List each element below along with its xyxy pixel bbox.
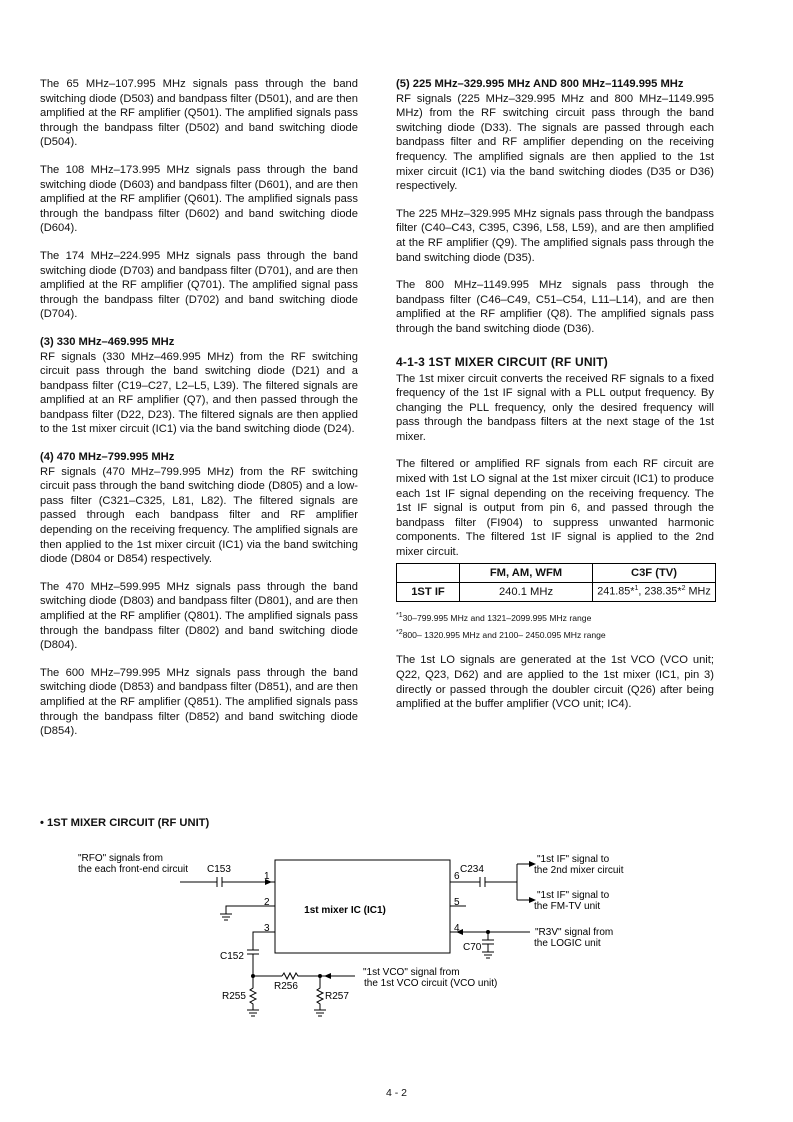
r256-resistor xyxy=(282,973,320,979)
paragraph-470mhz: RF signals (470 MHz–799.995 MHz) from the RF switching circuit pass through the band switching diode (D805) and a low-pass filter (C321–C325, L81, L82). The filtered signals are passed through each bandpass filter and RF amplifier depending on the receiving frequency. The amplified signals are then applied to the 1st mixer circuit (IC1) via the band switching diode (D804 or D854) respectively. xyxy=(40,465,358,566)
table-header-c3f: C3F (TV) xyxy=(593,563,716,582)
pin3-wire xyxy=(253,932,275,950)
junction-dot-r255 xyxy=(251,974,255,978)
pin4-label: 4 xyxy=(454,923,460,934)
paragraph-mixer-intro: The 1st mixer circuit converts the received RF signals to a fixed frequency of the 1st IF signal with a PLL output frequency. By changing the PLL frequency, only the desired frequency will pass through the bandpass filters at the next stage of the 1st mixer. xyxy=(396,372,714,443)
vco-label-line2: the 1st VCO circuit (VCO unit) xyxy=(364,978,498,989)
mixer-circuit-diagram xyxy=(0,840,793,1030)
paragraph-225-329mhz: The 225 MHz–329.995 MHz signals pass through the bandpass filter (C40–C43, C395, C396, L58, L59), and are then amplified at the RF amplifier (Q9). The amplified signals pass through the band switching diode (D35). xyxy=(396,207,714,264)
section-title-1st-mixer: 4-1-3 1ST MIXER CIRCUIT (RF UNIT) xyxy=(396,354,608,369)
heading-225mhz-800mhz: (5) 225 MHz–329.995 MHz AND 800 MHz–1149.995 MHz xyxy=(396,78,684,90)
pin1-label: 1 xyxy=(264,871,270,882)
junction-dot-c70 xyxy=(486,930,490,934)
r3v-label-line1: "R3V" signal from xyxy=(535,927,614,938)
r255-label: R255 xyxy=(222,991,246,1002)
input-label-line1: "RFO" signals from xyxy=(78,853,163,864)
r257-label: R257 xyxy=(325,991,349,1002)
paragraph-1st-lo: The 1st LO signals are generated at the 1st VCO (VCO unit; Q22, Q23, D62) and are applied to the 1st mixer (IC1, pin 3) directly or passed through the doubler circuit (Q26) after being amplified at the buffer amplifier (VCO unit; IC4). xyxy=(396,654,714,711)
if-output-wires xyxy=(517,864,530,900)
footnote-1: $^{*1}$30–799.995 MHz and 1321–2099.995 MHz range xyxy=(396,611,592,623)
footnote-2: $^{*2}$800– 1320.995 MHz and 2100– 2450.095 MHz range xyxy=(396,629,606,641)
input-label-line2: the each front-end circuit xyxy=(78,864,189,875)
c70-label: C70 xyxy=(463,942,482,953)
pin3-label: 3 xyxy=(264,923,270,934)
c152-label: C152 xyxy=(220,951,244,962)
diagram-title: • 1ST MIXER CIRCUIT (RF UNIT) xyxy=(40,817,210,829)
paragraph-mixer-detail: The filtered or amplified RF signals from each RF circuit are mixed with 1st LO signal at the 1st mixer circuit (IC1) to produce each 1st IF signal depending on the receiving frequency. The 1st IF signal is output from pin 6, and passed through the bandpass filter (FI904) to suppress unwanted harmonic components. The filtered 1st IF signal is applied to the 2nd mixer circuit. xyxy=(396,458,714,559)
ground-r257 xyxy=(314,1010,326,1016)
out1-label-line2: the 2nd mixer circuit xyxy=(534,865,624,876)
table-cell-fm-value: 240.1 MHz xyxy=(460,582,593,601)
paragraph-330mhz: RF signals (330 MHz–469.995 MHz) from the RF switching circuit pass through the band switching diode (D21) and a bandpass filter (C19–C27, L2–L5, L39). The filtered signals are amplified at an RF amplifier (Q7), and then passed through the bandpass filter (D22, D23). The filtered signals are then applied to the 1st mixer circuit (IC1) via the band switching diode (D24). xyxy=(40,350,358,436)
if-frequency-table xyxy=(396,563,716,602)
paragraph-108mhz: The 108 MHz–173.995 MHz signals pass through the band switching diode (D603) and bandpass filter (D601), and are then amplified at the RF amplifier (Q601). The amplified signals pass through the bandpass filter (D602) and band switching diode (D604). xyxy=(40,163,358,235)
out2-label-line2: the FM-TV unit xyxy=(534,901,601,912)
paragraph-600-799mhz: The 600 MHz–799.995 MHz signals pass through the band switching diode (D853) and bandpass filter (D851), and are then amplified at the RF amplifier (Q851). The amplified signals pass through the bandpass filter (D852) and band switching diode (D854). xyxy=(40,666,358,738)
r257-resistor xyxy=(317,976,323,1010)
page-number: 4 - 2 xyxy=(385,1087,407,1099)
c152-wire xyxy=(253,954,282,976)
heading-470mhz: (4) 470 MHz–799.995 MHz xyxy=(40,451,175,464)
ic1-label: 1st mixer IC (IC1) xyxy=(304,905,386,916)
table-cell-c3f-value: 241.85*$^1$, 238.35*$^2$ MHz xyxy=(593,582,716,601)
paragraph-225-800mhz: RF signals (225 MHz–329.995 MHz and 800 MHz–1149.995 MHz) from the RF switching circuit pass through the band switching diode (D33). The signals are passed through each bandpass filter and RF amplifier depending on the receiving frequency. The amplified signals are then applied to the 1st mixer circuit (IC1) via the band switching diodes (D35 or D36) respectively. xyxy=(396,92,714,193)
ground-pin2 xyxy=(220,914,232,920)
paragraph-800-1149mhz: The 800 MHz–1149.995 MHz signals pass through the bandpass filter (C46–C49, C51–C54, L11–L14), and are then amplified at the RF amplifier (Q8). The amplified signals pass through the band switching diode (D36). xyxy=(396,279,714,335)
right-column xyxy=(396,77,714,725)
r3v-label-line2: the LOGIC unit xyxy=(534,938,601,949)
pin2-label: 2 xyxy=(264,897,270,908)
c153-label: C153 xyxy=(207,864,231,875)
pin5-label: 5 xyxy=(454,897,460,908)
vco-label-line1: "1st VCO" signal from xyxy=(363,967,460,978)
paragraph-174mhz: The 174 MHz–224.995 MHz signals pass through the band switching diode (D703) and bandpass filter (D701), and are then amplified at the RF amplifier (Q701). The amplified signal pass through the bandpass filter (D702) and band switching diode (D704). xyxy=(40,249,358,321)
paragraph-470-599mhz: The 470 MHz–599.995 MHz signals pass through the band switching diode (D803) and bandpass filter (D801), and are then amplified at the RF amplifier (Q801). The amplified signals pass through the bandpass filter (D802) and band switching diode (D804). xyxy=(40,580,358,652)
paragraph-65mhz: The 65 MHz–107.995 MHz signals pass through the band switching diode (D503) and bandpass filter (D501), and are then amplified at the RF amplifier (Q501). The amplified signals pass through the bandpass filter (D502) and band switching diode (D504). xyxy=(40,78,358,149)
vco-arrow xyxy=(324,973,331,979)
table-corner-cell xyxy=(397,563,460,582)
out1-label-line1: "1st IF" signal to xyxy=(537,854,610,865)
c234-label: C234 xyxy=(460,864,484,875)
r256-label: R256 xyxy=(274,981,298,992)
r255-resistor xyxy=(250,976,256,1010)
table-header-fm-am-wfm: FM, AM, WFM xyxy=(460,563,593,582)
out2-label-line1: "1st IF" signal to xyxy=(537,890,610,901)
junction-dot-vco xyxy=(318,974,322,978)
pin6-label: 6 xyxy=(454,871,460,882)
heading-330mhz: (3) 330 MHz–469.995 MHz xyxy=(40,335,175,348)
left-column xyxy=(40,77,358,752)
table-row-label-1st-if: 1ST IF xyxy=(397,582,460,601)
ground-c70 xyxy=(482,952,494,958)
ground-r255 xyxy=(247,1010,259,1016)
